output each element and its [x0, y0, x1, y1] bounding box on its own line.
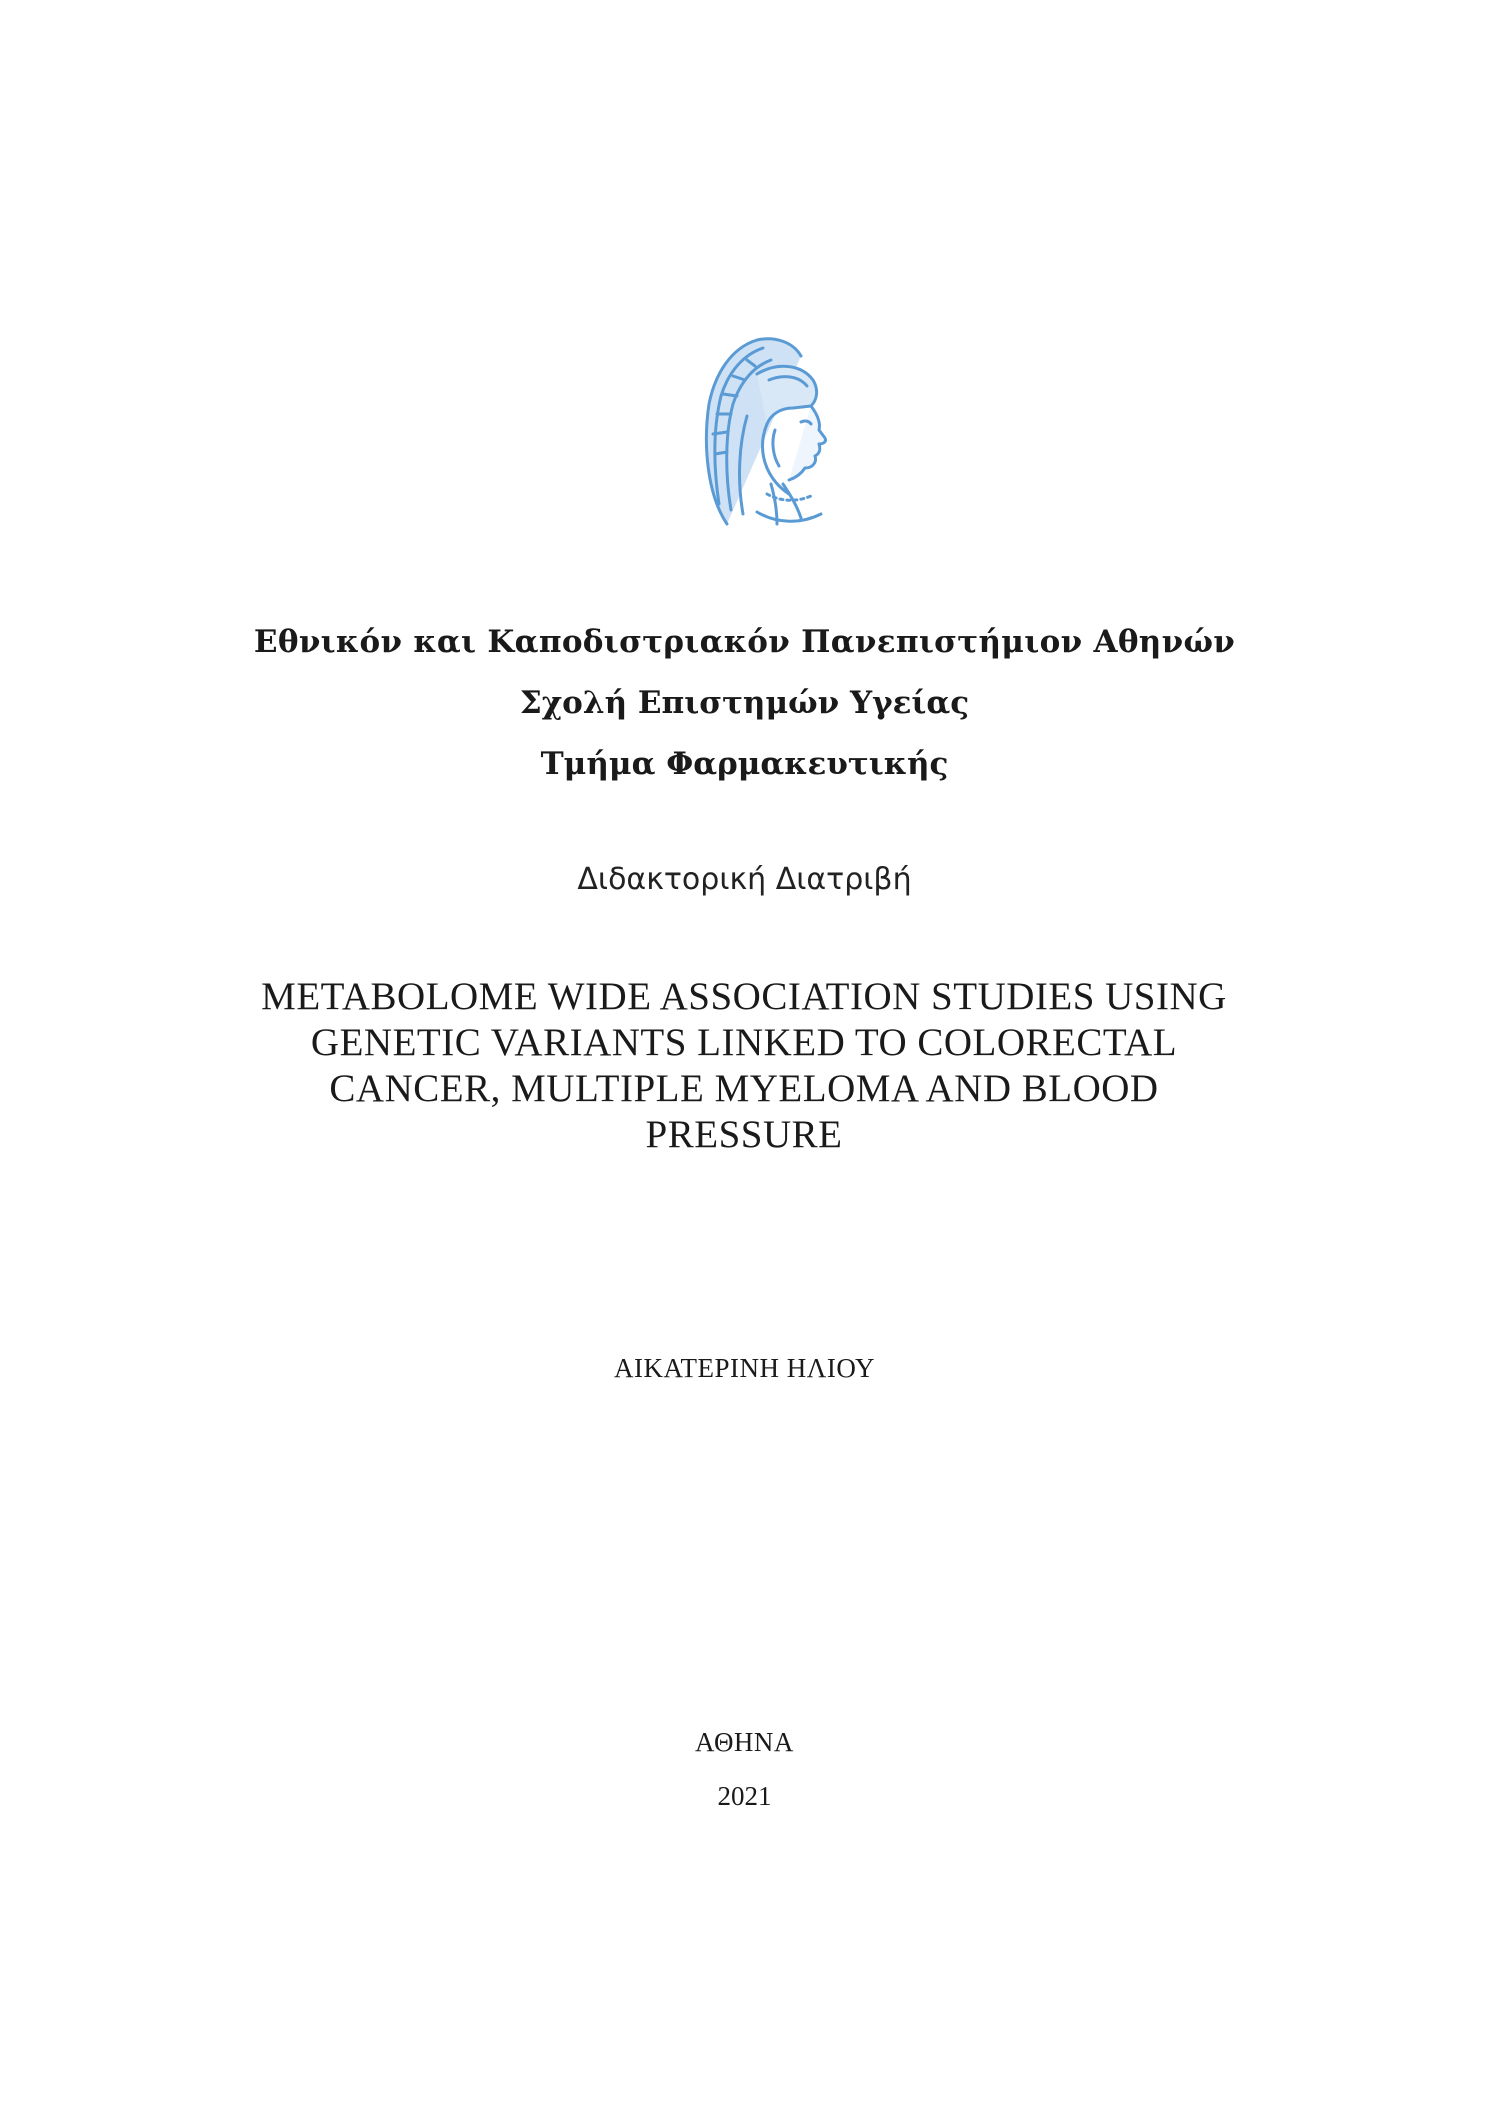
- document-type: Διδακτορική Διατριβή: [577, 862, 912, 897]
- school-name: Σχολή Επιστημών Υγείας: [519, 685, 970, 721]
- thesis-title: METABOLOME WIDE ASSOCIATION STUDIES USING GENETIC VARIANTS LINKED TO COLORECTAL CANCER, MULTIPLE MYELOMA AND BLOOD PRESSURE: [261, 975, 1227, 1156]
- athena-head-emblem-icon: [697, 334, 837, 530]
- department-name: Τμήμα Φαρμακευτικής: [540, 746, 949, 782]
- university-name: Εθνικόν και Καποδιστριακόν Πανεπιστήμιον Αθηνών: [253, 624, 1236, 660]
- author-name: ΑΙΚΑΤΕΡΙΝΗ ΗΛΙΟΥ: [614, 1353, 875, 1383]
- city: ΑΘΗΝΑ: [695, 1727, 794, 1757]
- year: 2021: [717, 1781, 772, 1811]
